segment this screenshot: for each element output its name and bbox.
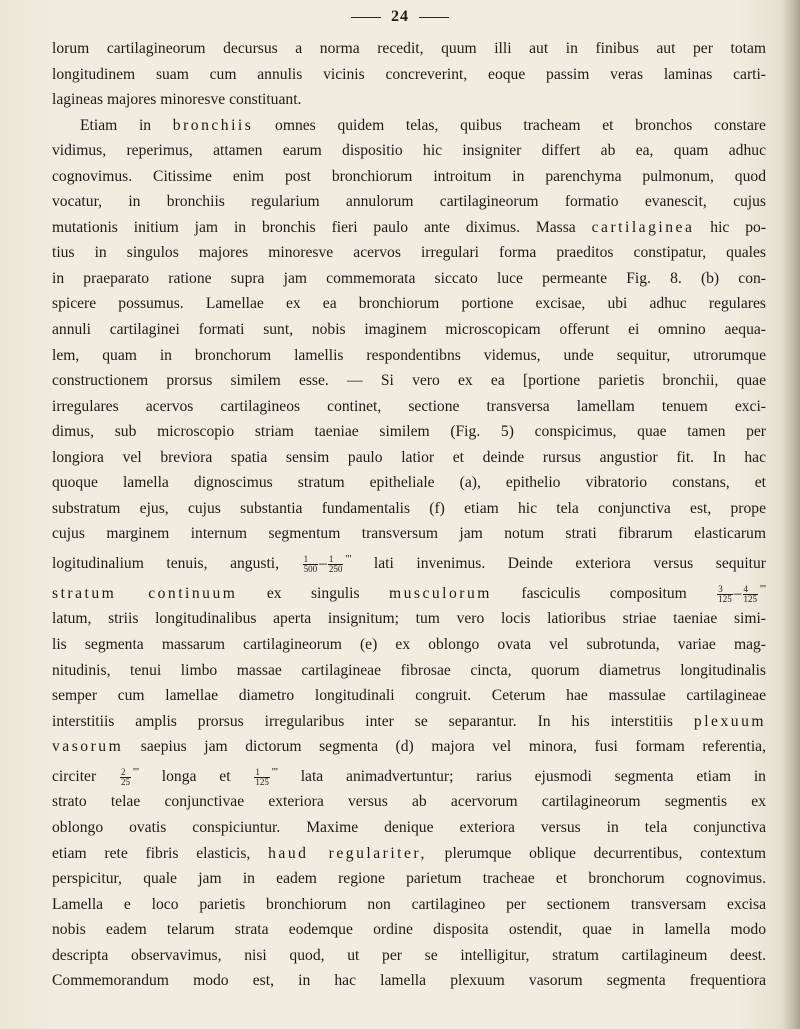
- text-run: logitudinalium tenuis, angusti,: [52, 555, 280, 573]
- text-line: [52, 841, 766, 867]
- text-line: [52, 577, 766, 607]
- emphasis-vasorum: vasorum: [52, 738, 124, 756]
- header-rule-left: [351, 17, 381, 18]
- text-line: descripta observavimus, nisi quod, ut per se intelligitur, stratum cartilagineum deest.: [52, 946, 766, 964]
- text-line: constructionem prorsus similem esse. — Si vero ex ea [portione parietis bronchii, quae: [52, 372, 766, 390]
- fraction-numerator: 1: [303, 555, 319, 565]
- text-line: Commemorandum modo est, in hac lamella plexuum vasorum segmenta frequentiora: [52, 972, 766, 990]
- line-unit-mark: ''': [133, 765, 139, 778]
- text-run: omnes quidem telas, quibus tracheam et bronchos constare: [275, 116, 766, 134]
- line-unit-mark: ''': [345, 552, 352, 565]
- text-line: lagineas majores minoresve constituant.: [52, 91, 302, 109]
- text-line: lorum cartilagineorum decursus a norma recedit, quum illi aut in finibus aut per totam: [52, 40, 766, 57]
- fraction-numerator: 2: [120, 768, 131, 778]
- header-rule-right: [419, 17, 449, 18]
- text-line: [52, 709, 766, 735]
- text-line: strato telae conjunctivae exteriora versus ab acervorum cartilagineorum segmentis ex: [52, 793, 766, 811]
- text-line: latum, striis longitudinalibus aperta insignitum; tum vero locis latioribus striae taeniae simi-: [52, 610, 766, 628]
- text-run: circiter: [52, 767, 97, 785]
- text-line: longiora vel breviora spatia sensim paulo latior et deinde rursus angustior fit. In hac: [52, 448, 766, 466]
- text-line: [52, 113, 766, 139]
- text-run: interstitiis amplis prorsus irregularibus inter se separantur. In his interstitiis: [52, 712, 673, 730]
- text-line: dimus, sub microscopio striam taeniae similem (Fig. 5) conspicimus, quae tamen per: [52, 423, 766, 441]
- text-run: mutationis initium jam in bronchis fieri paulo ante diximus. Massa: [52, 218, 576, 236]
- text-line: [52, 734, 766, 760]
- text-run: fasciculis compositum: [521, 584, 687, 602]
- fraction: [717, 585, 733, 604]
- text-line: [52, 547, 766, 577]
- text-line: vidimus, reperimus, attamen earum dispositio hic insigniter differt ab ea, quam adhuc: [52, 142, 766, 160]
- emphasis-haud-regulariter: haud regulariter,: [268, 844, 427, 862]
- text-line: spicere possumus. Lamellae ex ea bronchiorum portione excisae, ubi adhuc regulares: [52, 295, 766, 313]
- text-line: [52, 215, 766, 241]
- text-run: Etiam in: [80, 116, 152, 134]
- text-run: longa et: [161, 767, 231, 785]
- text-line: irregulares acervos cartilagineos continet, sectione transversa lamellam tenuem exci-: [52, 397, 766, 415]
- fraction-numerator: 4: [743, 585, 759, 595]
- text-line: annuli cartilaginei formati sunt, nobis imaginem microscopicam offerunt ei omnino aequa-: [52, 321, 766, 339]
- text-line: tius in singulos majores minoresve acervos irregulari forma praeditos constipatur, quales: [52, 244, 766, 262]
- fraction: [743, 585, 759, 604]
- fraction: [120, 768, 131, 787]
- emphasis-stratum-continuum: stratum continuum: [52, 584, 238, 602]
- text-run: lati invenimus. Deinde exteriora versus sequitur: [373, 555, 766, 573]
- fraction-numerator: 3: [717, 585, 733, 595]
- text-line: longitudinem suam cum annulis vicinis concreverint, eoque passim veras laminas carti-: [52, 65, 766, 83]
- text-line: quoque lamella dignoscimus stratum epitheliale (a), epithelio vibratorio constans, et: [52, 474, 766, 492]
- fraction: [303, 555, 319, 574]
- text-line: cognovimus. Citissime enim post bronchiorum introitum in parenchyma pulmonum, quod: [52, 167, 766, 185]
- emphasis-cartilaginea: cartilaginea: [591, 218, 695, 236]
- emphasis-plexuum: plexuum: [693, 712, 766, 730]
- text-line: vocatur, in bronchiis regularium annulorum cartilagineorum formatio evanescit, cujus: [52, 193, 766, 211]
- text-run: hic po-: [710, 218, 767, 236]
- text-line: cujus marginem internum segmentum transversum jam notum strati fibrarum elasticarum: [52, 525, 766, 543]
- fraction-denominator: 125: [255, 776, 269, 787]
- page-edge-shadow: [782, 0, 800, 1029]
- text-line: nobis eadem telarum strata eodemque ordine disposita ostendit, quae in lamella modo: [52, 921, 766, 939]
- text-line: lem, quam in bronchorum lamellis respondentibns videmus, unde sequitur, utrorumque: [52, 346, 766, 364]
- text-run: lata animadvertuntur; rarius ejusmodi segmenta etiam in: [300, 767, 766, 785]
- body-text: [52, 36, 766, 994]
- fraction-denominator: 125: [743, 593, 758, 604]
- text-run: saepius jam dictorum segmenta (d) majora vel minora, fusi formam referentia,: [140, 738, 766, 756]
- fraction-denominator: 500: [303, 564, 318, 575]
- text-line: oblongo ovatis conspiciuntur. Maxime denique exteriora versus in tela conjunctiva: [52, 818, 766, 836]
- fraction-denominator: 250: [328, 564, 343, 575]
- text-line: perspicitur, quale jam in eadem regione parietum tracheae et bronchorum cognovimus.: [52, 870, 766, 888]
- text-run: etiam rete fibris elasticis,: [52, 844, 251, 862]
- text-line: nitudinis, tenui limbo massae cartilagineae fibrosae cincta, quorum diametrus longitudinalis: [52, 661, 766, 679]
- text-line: in praeparato ratione supra jam commemorata siccato luce permeante Fig. 8. (b) con-: [52, 269, 766, 287]
- fraction: [328, 555, 344, 574]
- text-line: lis segmenta massarum cartilagineorum (e) ex oblongo ovata vel subrotunda, variae mag-: [52, 635, 766, 653]
- text-run: ex singulis: [266, 584, 360, 602]
- range-dash: –: [733, 584, 742, 602]
- line-unit-mark: ''': [760, 582, 766, 595]
- text-line: [52, 760, 766, 790]
- page-number: 24: [391, 8, 409, 25]
- fraction-denominator: 25: [121, 776, 130, 787]
- emphasis-bronchiis: bronchiis: [172, 116, 254, 134]
- text-line: semper cum lamellae diametro longitudinali congruit. Ceterum hae massulae cartilagineae: [52, 687, 766, 705]
- page-header: [0, 8, 800, 26]
- fraction: [254, 768, 270, 787]
- text-run: plerumque oblique decurrentibus, contextum: [444, 844, 766, 862]
- text-line: Lamella e loco parietis bronchiorum non cartilagineo per sectionem transversam excisa: [52, 895, 766, 913]
- emphasis-musculorum: musculorum: [388, 584, 492, 602]
- line-unit-mark: ''': [271, 765, 278, 778]
- fraction-numerator: 1: [328, 555, 344, 565]
- fraction-denominator: 125: [718, 593, 732, 604]
- fraction-numerator: 1: [254, 768, 270, 778]
- text-line: substratum ejus, cujus substantia fundamentalis (f) etiam hic tela conjunctiva est, prope: [52, 499, 766, 517]
- range-dash: –: [319, 555, 327, 573]
